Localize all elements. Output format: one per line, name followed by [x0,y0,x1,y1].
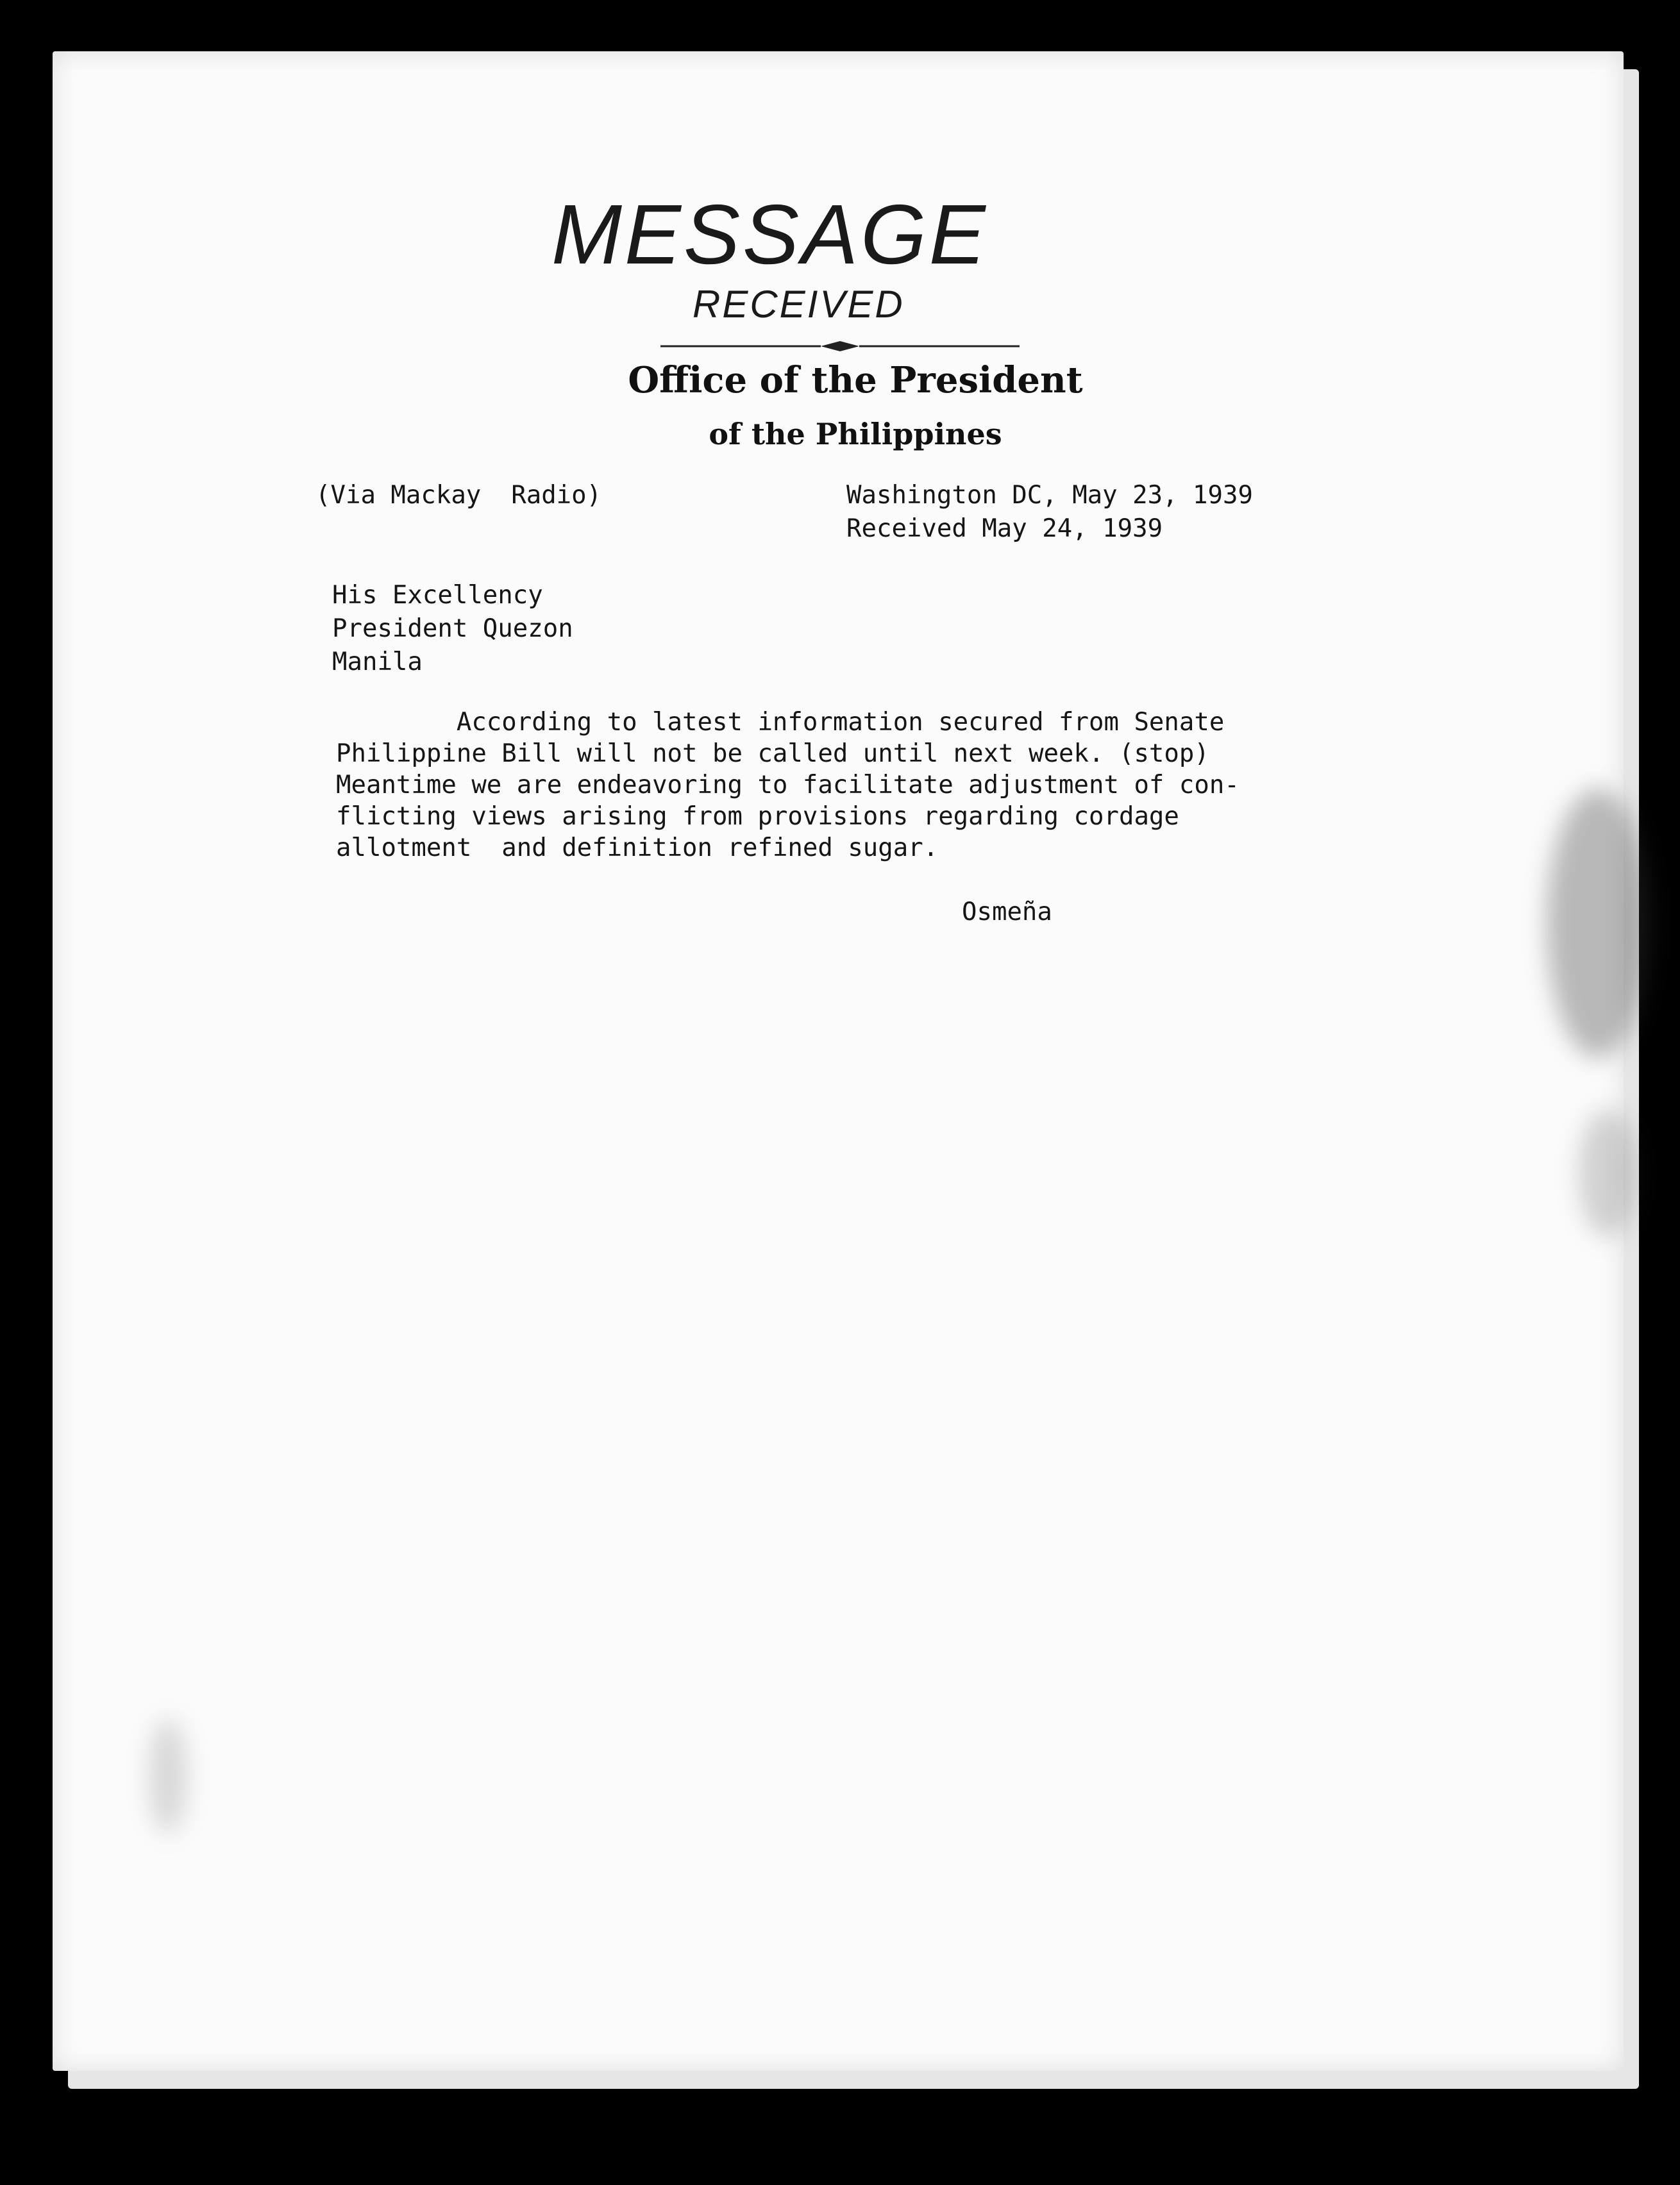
body-line-1: According to latest information secured from Senate [336,708,1225,737]
stain [1579,1109,1636,1237]
body-line-4: flicting views arising from provisions regarding cordage [336,802,1179,831]
addressee-name: President Quezon [332,614,573,643]
body-line-3: Meantime we are endeavoring to facilitate adjustment of con- [336,771,1239,799]
stain [149,1718,187,1834]
received-date: Received May 24, 1939 [846,514,1163,543]
origin-date: Washington DC, May 23, 1939 [846,481,1253,510]
body-line-2: Philippine Bill will not be called until next week. (stop) [336,739,1209,768]
addressee-title: His Excellency [332,581,543,610]
document-page [53,51,1624,2071]
ornament-divider [660,340,1020,353]
letterhead-title: MESSAGE [551,187,988,281]
signature: Osmeña [962,898,1052,926]
via-line: (Via Mackay Radio) [315,481,602,510]
body-line-5: allotment and definition refined sugar. [336,833,939,862]
office-name: Office of the President [628,359,1083,401]
stain [1547,789,1649,1058]
office-country: of the Philippines [709,417,1002,451]
letterhead-subtitle: RECEIVED [693,283,905,326]
addressee-city: Manila [332,648,423,676]
